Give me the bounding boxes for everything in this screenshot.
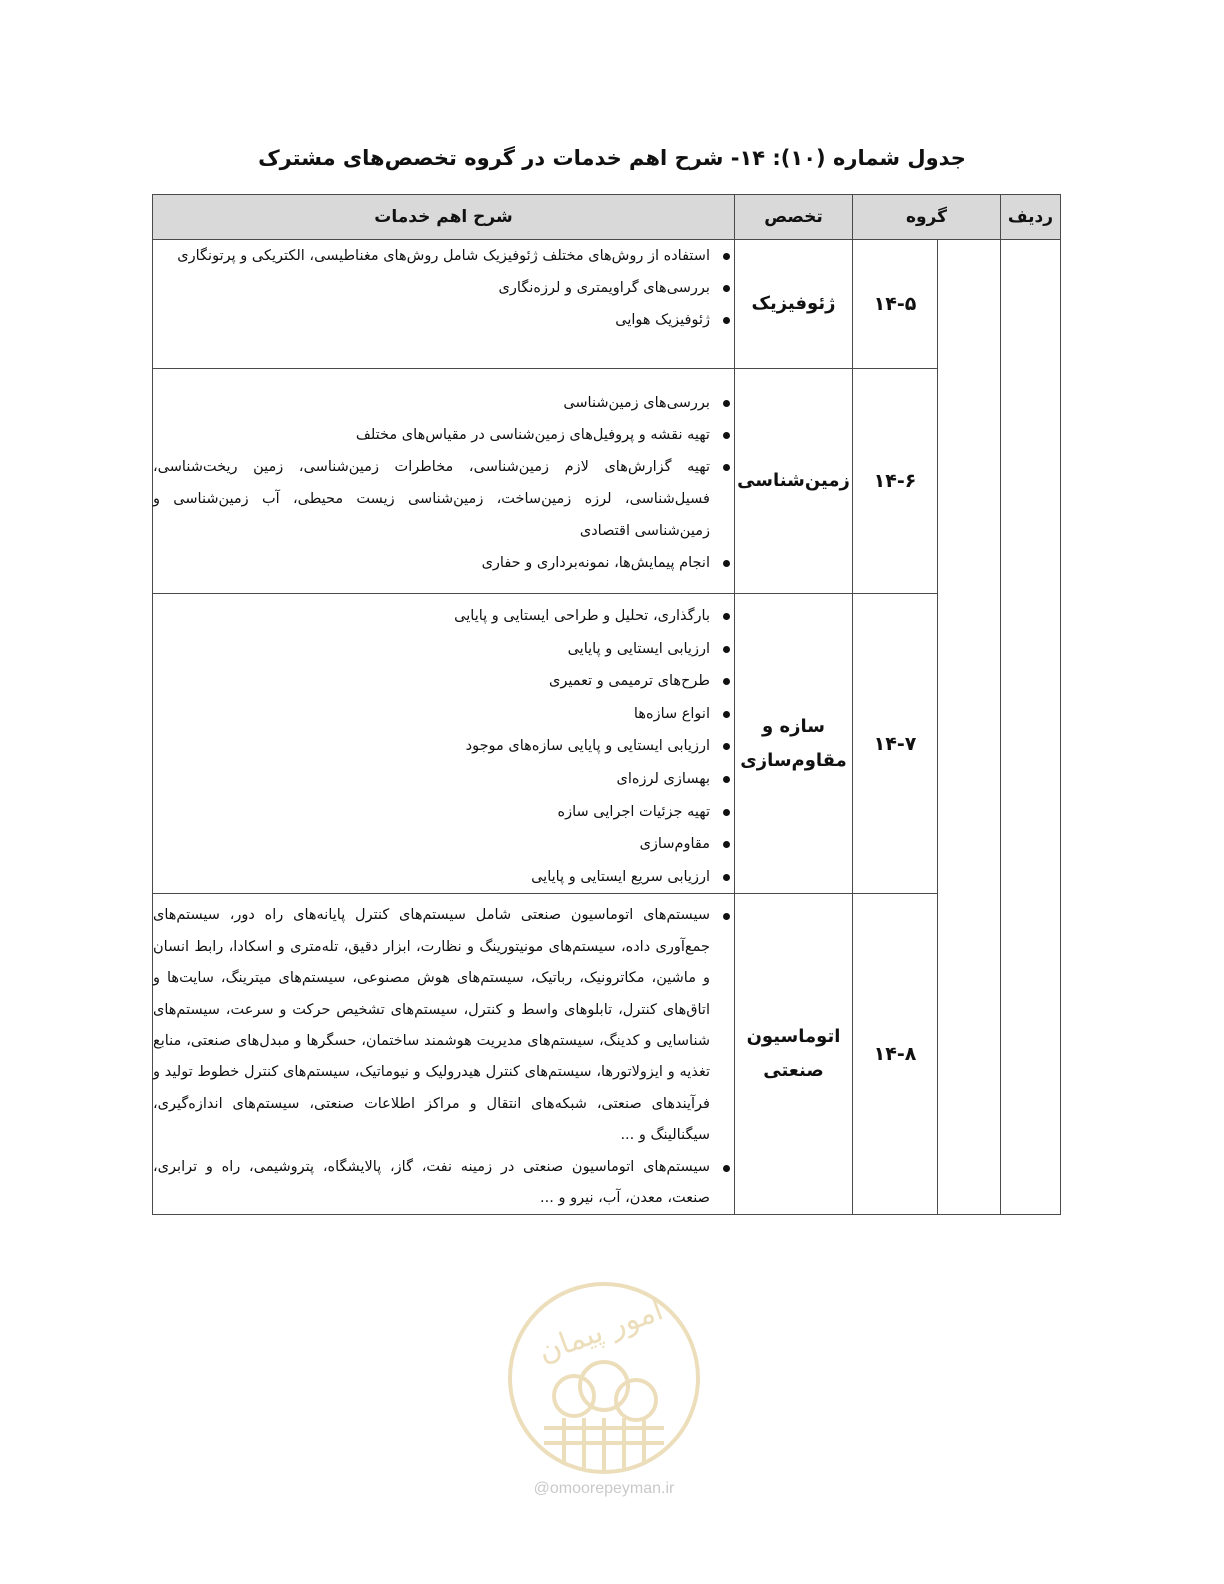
list-item-text: ارزیابی ایستایی و پایایی bbox=[567, 640, 710, 657]
services-list bbox=[153, 900, 734, 1214]
bullet-icon bbox=[723, 809, 730, 816]
list-item bbox=[153, 698, 734, 731]
list-item-text: سیستم‌های اتوماسیون صنعتی شامل سیستم‌های کنترل پایانه‌های راه دور، سیستم‌های جمع‌آوری داده، سیستم‌های مونیتورینگ و نظارت، ابزار دقیق، تله‌متری و اسکادا، رابط انسان و ماشین، مکاترونیک، رباتیک، سیستم‌های هوش مصنوعی، سیستم‌های میترینگ، سایت‌ها و اتاق‌های کنترل، تابلوهای واسط و کنترل، سیستم‌های تشخیص حرکت و سرعت، سیستم‌های شناسایی و کدینگ، سیستم‌های مدیریت هوشمند ساختمان، حسگرها و مبدل‌های صنعتی، منابع تغذیه و ایزولاتورها، سیستم‌های کنترل هیدرولیک و نیوماتیک، سیستم‌های کنترل خطوط تولید و فرآیندهای صنعتی، شبکه‌های انتقال و مراکز اطلاعات صنعتی، سیستم‌های اندازه‌گیری، سیگنالینگ و ... bbox=[153, 907, 710, 1144]
services-cell bbox=[153, 594, 735, 894]
table-row bbox=[153, 594, 1061, 894]
specialty-name bbox=[734, 594, 852, 894]
list-item-text: تهیه گزارش‌های لازم زمین‌شناسی، مخاطرات زمین‌شناسی، زمین ریخت‌شناسی، فسیل‌شناسی، لرزه زمین‌ساخت، زمین‌شناسی زیست محیطی، آب زمین‌شناسی و زمین‌شناسی اقتصادی bbox=[153, 459, 710, 539]
header-specialty: تخصص bbox=[734, 195, 852, 240]
watermark-url: @omoorepeyman.ir bbox=[533, 1480, 675, 1497]
list-item-text: طرح‌های ترمیمی و تعمیری bbox=[549, 673, 710, 690]
list-item-text: بهسازی لرزه‌ای bbox=[616, 770, 710, 787]
bullet-icon bbox=[723, 874, 730, 881]
page-title: جدول شماره (۱۰): ۱۴- شرح اهم خدمات در گروه تخصص‌های مشترک bbox=[258, 146, 966, 170]
list-item-text: انجام پیمایش‌ها، نمونه‌برداری و حفاری bbox=[481, 555, 710, 571]
specialty-name bbox=[734, 894, 852, 1215]
bullet-icon bbox=[723, 464, 730, 471]
list-item-text: استفاده از روش‌های مختلف ژئوفیزیک شامل روش‌های مغناطیسی، الکتریکی و پرتونگاری bbox=[177, 248, 710, 264]
list-item bbox=[153, 240, 734, 272]
bullet-icon bbox=[723, 1165, 730, 1172]
services-table bbox=[152, 194, 1061, 1215]
list-item bbox=[153, 633, 734, 666]
bullet-icon bbox=[723, 432, 730, 439]
list-item bbox=[153, 665, 734, 698]
list-item bbox=[153, 419, 734, 451]
bullet-icon bbox=[723, 253, 730, 260]
list-item bbox=[153, 600, 734, 633]
list-item-text: سیستم‌های اتوماسیون صنعتی در زمینه نفت، گاز، پالایشگاه، پتروشیمی، راه و ترابری، صنعت، معدن، آب، نیرو و ... bbox=[153, 1158, 710, 1206]
list-item bbox=[153, 900, 734, 1151]
group-blank-cell bbox=[938, 240, 1001, 1215]
services-cell bbox=[153, 894, 735, 1215]
specialty-line: صنعتی bbox=[763, 1060, 824, 1082]
watermark-logo-text: امور پیمان bbox=[533, 1292, 668, 1370]
specialty-line: مقاوم‌سازی bbox=[740, 749, 847, 771]
radif-cell bbox=[1001, 240, 1061, 1215]
specialty-line: سازه و bbox=[762, 715, 825, 737]
list-item bbox=[153, 828, 734, 861]
services-cell bbox=[153, 240, 735, 369]
specialty-line: اتوماسیون bbox=[746, 1026, 841, 1048]
list-item bbox=[153, 1152, 734, 1215]
list-item bbox=[153, 796, 734, 829]
list-item-text: ارزیابی سریع ایستایی و پایایی bbox=[531, 868, 710, 885]
table-row bbox=[153, 240, 1061, 369]
table-header-row bbox=[153, 195, 1061, 240]
bullet-icon bbox=[723, 613, 730, 620]
header-description: شرح اهم خدمات bbox=[153, 195, 735, 240]
bullet-icon bbox=[723, 743, 730, 750]
services-list bbox=[153, 387, 734, 579]
bullet-icon bbox=[723, 776, 730, 783]
header-radif: ردیف bbox=[1001, 195, 1061, 240]
list-item bbox=[153, 547, 734, 579]
services-list bbox=[153, 600, 734, 893]
bullet-icon bbox=[723, 317, 730, 324]
list-item bbox=[153, 730, 734, 763]
list-item-text: تهیه نقشه و پروفیل‌های زمین‌شناسی در مقیاس‌های مختلف bbox=[355, 427, 710, 443]
list-item bbox=[153, 763, 734, 796]
list-item-text: بارگذاری، تحلیل و طراحی ایستایی و پایایی bbox=[454, 608, 710, 624]
header-group: گروه bbox=[852, 195, 1000, 240]
bullet-icon bbox=[723, 560, 730, 567]
group-code: ۱۴-۷ bbox=[852, 594, 937, 894]
bullet-icon bbox=[723, 841, 730, 848]
table-row bbox=[153, 894, 1061, 1215]
services-list bbox=[153, 240, 734, 336]
list-item-text: بررسی‌های زمین‌شناسی bbox=[563, 395, 710, 411]
bullet-icon bbox=[723, 711, 730, 718]
bullet-icon bbox=[723, 646, 730, 653]
group-code: ۱۴-۶ bbox=[852, 369, 937, 594]
list-item bbox=[153, 304, 734, 336]
list-item-text: ارزیابی ایستایی و پایایی سازه‌های موجود bbox=[465, 738, 710, 755]
group-code: ۱۴-۵ bbox=[852, 240, 937, 369]
list-item-text: انواع سازه‌ها bbox=[633, 705, 710, 722]
specialty-name: ژئوفیزیک bbox=[734, 240, 852, 369]
list-item-text: ژئوفیزیک هوایی bbox=[615, 312, 710, 328]
watermark-logo bbox=[504, 1278, 704, 1478]
list-item bbox=[153, 272, 734, 304]
list-item bbox=[153, 387, 734, 419]
bullet-icon bbox=[723, 285, 730, 292]
services-cell bbox=[153, 369, 735, 594]
bullet-icon bbox=[723, 678, 730, 685]
group-code: ۱۴-۸ bbox=[852, 894, 937, 1215]
list-item-text: مقاوم‌سازی bbox=[639, 836, 710, 853]
list-item bbox=[153, 861, 734, 894]
bullet-icon bbox=[723, 400, 730, 407]
table-row bbox=[153, 369, 1061, 594]
specialty-name: زمین‌شناسی bbox=[734, 369, 852, 594]
bullet-icon bbox=[723, 913, 730, 920]
list-item-text: بررسی‌های گراویمتری و لرزه‌نگاری bbox=[498, 280, 710, 296]
list-item bbox=[153, 451, 734, 547]
list-item-text: تهیه جزئیات اجرایی سازه bbox=[557, 803, 710, 820]
